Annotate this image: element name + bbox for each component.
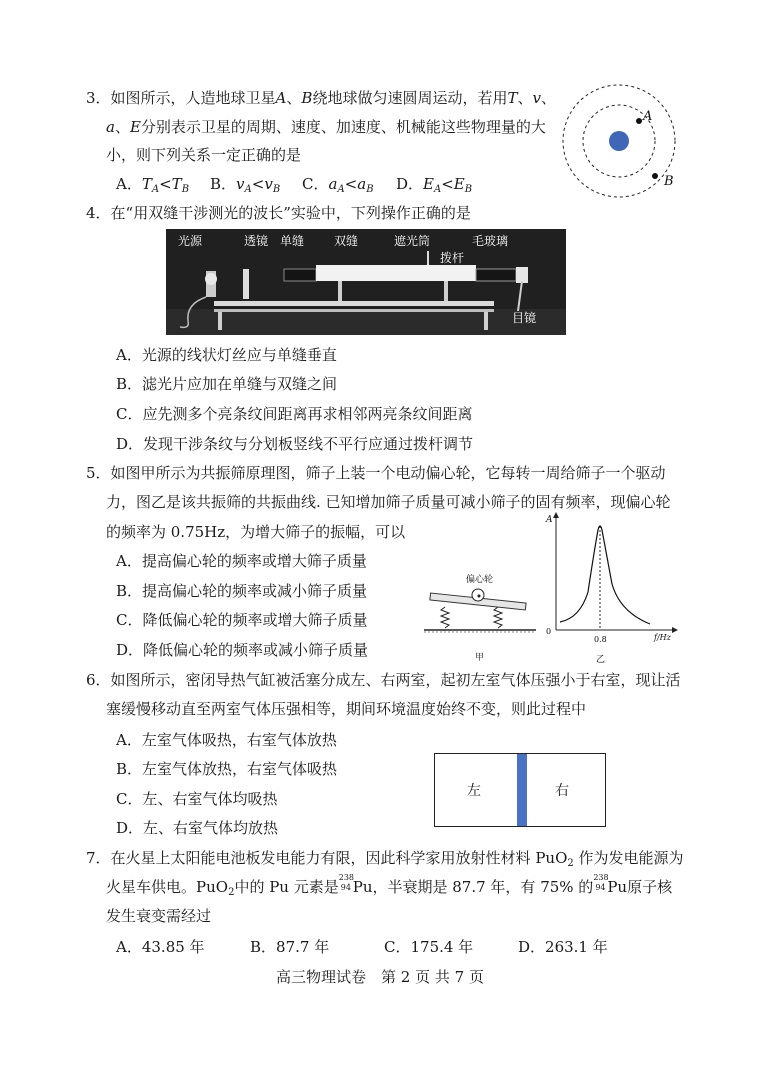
q5-stem-line2: 力，图乙是该共振筛的共振曲线. 已知增加筛子质量可减小筛子的固有频率，现偏心轮 <box>106 493 671 511</box>
label-eccentric-wheel: 偏心轮 <box>466 575 494 585</box>
label-a: A <box>643 109 653 124</box>
q7-stem-line3: 发生衰变需经过 <box>106 907 212 925</box>
nuclide-pu238-2: 238 94 Pu <box>593 873 628 896</box>
q5-option-c: C．降低偏心轮的频率或增大筛子质量 <box>116 611 368 629</box>
y-axis-label: A <box>546 515 553 525</box>
label-single-slit: 单缝 <box>280 234 305 248</box>
q3-option-d: D．$E_A<E_B$ <box>396 175 473 195</box>
q7-option-b: B．87.7 年 <box>250 938 330 956</box>
nuclide-pu238: 238 94 Pu <box>338 873 373 896</box>
satellite-a <box>636 118 642 124</box>
page-footer: 高三物理试卷 第 2 页 共 7 页 <box>276 968 484 986</box>
q6-option-c: C．左、右室气体均吸热 <box>116 790 278 808</box>
piston <box>517 754 527 826</box>
q3-stem-line1: 3．如图所示，人造地球卫星A、B绕地球做匀速圆周运动，若用T、v、 <box>86 89 556 107</box>
q5-option-b: B．提高偏心轮的频率或减小筛子质量 <box>116 582 368 600</box>
q5-stem-line3: 的频率为 0.75Hz，为增大筛子的振幅，可以 <box>106 523 406 541</box>
q6-stem-line1: 6．如图所示，密闭导热气缸被活塞分成左、右两室，起初左室气体压强小于右室，现让活 <box>86 671 681 689</box>
q3-stem-line3: 小，则下列关系一定正确的是 <box>106 146 302 164</box>
q7-option-c: C．175.4 年 <box>384 938 474 956</box>
label-b: B <box>664 174 674 189</box>
q7-stem-line2: 火星车供电。PuO$_2$中的 Pu 元素是 238 94 Pu，半衰期是 87.7 年，有 75% 的 238 94 Pu原子核 <box>106 873 673 898</box>
q4-option-a: A．光源的线状灯丝应与单缝垂直 <box>116 346 337 364</box>
resonance-curve <box>560 526 650 624</box>
label-eyepiece: 目镜 <box>512 311 537 325</box>
caption-yi: 乙 <box>596 655 606 664</box>
q7-option-a: A．43.85 年 <box>116 938 205 956</box>
q3-option-c: C．$a_A<a_B$ <box>302 175 374 195</box>
q7-option-d: D．263.1 年 <box>518 938 608 956</box>
earth <box>609 131 629 151</box>
caption-jia: 甲 <box>475 653 485 663</box>
q5-stem-line1: 5．如图甲所示为共振筛原理图，筛子上装一个电动偏心轮，它每转一周给筛子一个驱动 <box>86 464 666 482</box>
label-double-slit: 双缝 <box>334 234 359 248</box>
label-tube: 遮光筒 <box>394 234 431 248</box>
left-chamber-label: 左 <box>467 783 481 799</box>
q3-stem-line2: a、E分别表示卫星的周期、速度、加速度、机械能这些物理量的大 <box>106 118 546 136</box>
q6-stem-line2: 塞缓慢移动直至两室气体压强相等，期间环境温度始终不变，则此过程中 <box>106 700 587 718</box>
q6-option-a: A．左室气体吸热，右室气体放热 <box>116 731 337 749</box>
satellite-b <box>652 173 658 179</box>
q5-option-d: D．降低偏心轮的频率或减小筛子质量 <box>116 641 369 659</box>
label-lens: 透镜 <box>244 234 269 248</box>
q6-option-b: B．左室气体放热，右室气体吸热 <box>116 760 338 778</box>
q5-figure-jia <box>420 570 540 665</box>
q5-figure-yi <box>540 512 690 664</box>
label-ground-glass: 毛玻璃 <box>472 234 509 248</box>
q4-apparatus-photo <box>166 229 566 335</box>
q4-option-d: D．发现干涉条纹与分划板竖线不平行应通过拨杆调节 <box>116 435 474 453</box>
q4-option-b: B．滤光片应加在单缝与双缝之间 <box>116 375 338 393</box>
q4-stem: 4．在“用双缝干涉测光的波长”实验中，下列操作正确的是 <box>86 204 471 222</box>
q6-option-d: D．左、右室气体均放热 <box>116 819 279 837</box>
right-chamber-label: 右 <box>555 783 569 799</box>
origin-label: 0 <box>546 627 552 636</box>
q6-cylinder <box>434 753 606 827</box>
label-light-source: 光源 <box>178 234 203 248</box>
q3-option-b: B．$v_A<v_B$ <box>210 175 281 195</box>
q4-option-c: C．应先测多个亮条纹间距离再求相邻两亮条纹间距离 <box>116 405 473 423</box>
x-axis-label: f/Hz <box>654 633 671 642</box>
q5-option-a: A．提高偏心轮的频率或增大筛子质量 <box>116 552 367 570</box>
q3-option-a: A．$T_A<T_B$ <box>116 175 190 195</box>
q3-orbit-figure <box>560 68 690 203</box>
q7-stem-line1: 7．在火星上太阳能电池板发电能力有限，因此科学家用放射性材料 PuO$_2$ 作为发电能源为 <box>86 849 684 869</box>
tick-08: 0.8 <box>594 635 607 644</box>
label-lever: 拨杆 <box>440 251 465 265</box>
